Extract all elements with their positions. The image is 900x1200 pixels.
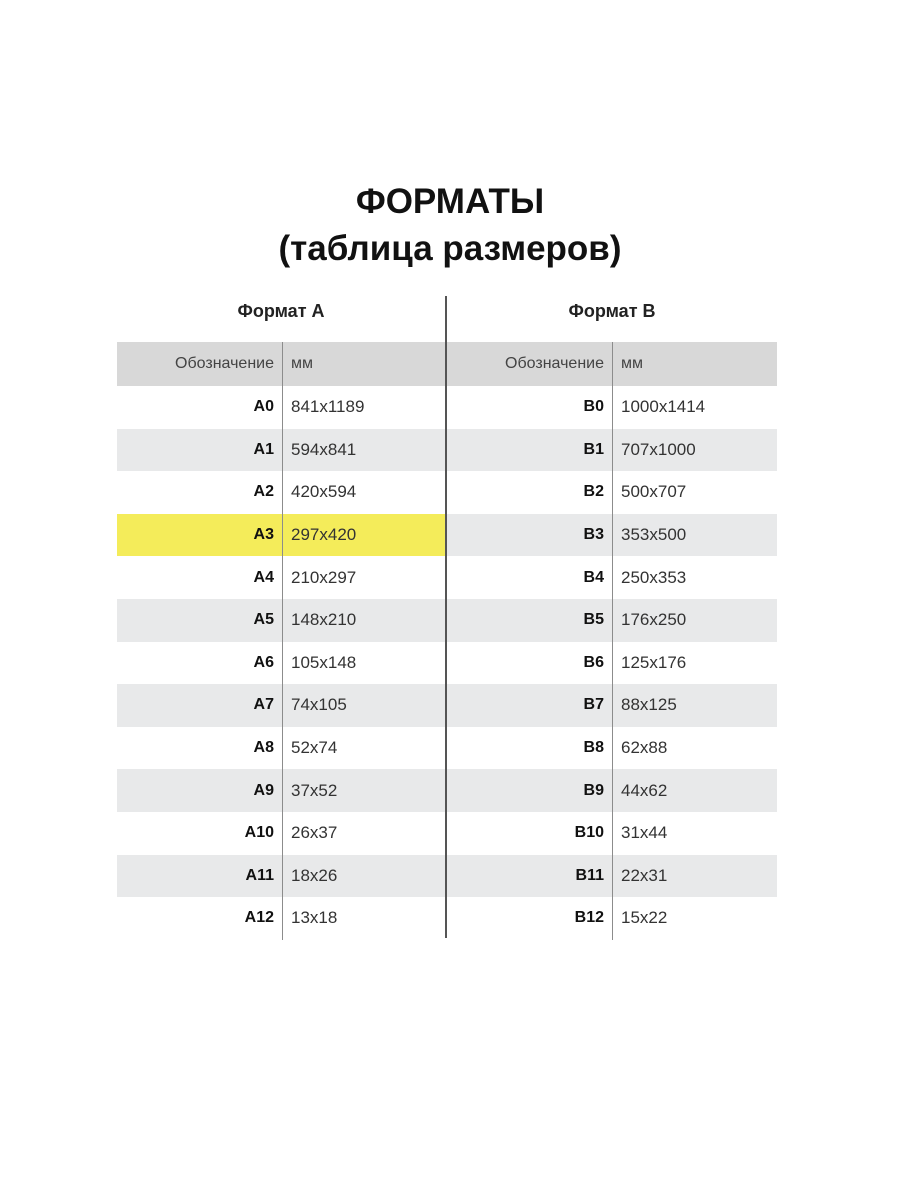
designation-header: Обозначение (447, 342, 613, 386)
format-designation: A9 (117, 769, 283, 812)
format-b-heading: Формат В (568, 301, 656, 321)
format-size: 44x62 (621, 780, 668, 800)
format-designation: B0 (447, 386, 613, 429)
format-size: 500x707 (621, 482, 687, 502)
title-line-1: ФОРМАТЫ (355, 182, 545, 221)
table-row (447, 684, 777, 727)
format-size: 18x26 (291, 865, 338, 885)
title-line-2: (таблица размеров) (278, 229, 622, 268)
format-size: 297x420 (291, 525, 357, 545)
table-row (117, 386, 445, 429)
table-row (447, 897, 777, 940)
table-row (447, 727, 777, 770)
format-size: 52x74 (291, 738, 338, 758)
table-row (117, 642, 445, 685)
table-row (447, 769, 777, 812)
format-designation: B2 (447, 471, 613, 514)
format-size: 22x31 (621, 865, 668, 885)
format-size: 88x125 (621, 695, 677, 715)
format-designation: A2 (117, 471, 283, 514)
table-row (447, 855, 777, 898)
format-size: 707x1000 (621, 439, 696, 459)
designation-header: Обозначение (117, 342, 283, 386)
format-size: 1000x1414 (621, 397, 706, 417)
format-size: 15x22 (621, 908, 668, 928)
page-title (0, 178, 900, 272)
format-designation: A7 (117, 684, 283, 727)
format-size: 13x18 (291, 908, 338, 928)
format-b-header-row (447, 342, 777, 386)
table-row (117, 599, 445, 642)
format-size: 148x210 (291, 610, 357, 630)
table-row (117, 556, 445, 599)
table-row (117, 897, 445, 940)
format-size: 353x500 (621, 525, 687, 545)
mm-header: мм (621, 355, 643, 372)
format-designation: B3 (447, 514, 613, 557)
table-row (447, 812, 777, 855)
format-designation: B10 (447, 812, 613, 855)
format-size: 31x44 (621, 823, 668, 843)
format-size: 62x88 (621, 738, 668, 758)
format-size: 125x176 (621, 652, 687, 672)
format-size: 420x594 (291, 482, 357, 502)
format-designation: A6 (117, 642, 283, 685)
format-designation: A8 (117, 727, 283, 770)
table-row (447, 386, 777, 429)
format-a-rows (117, 386, 445, 940)
format-designation: B8 (447, 727, 613, 770)
format-size: 26x37 (291, 823, 338, 843)
format-designation: A5 (117, 599, 283, 642)
mm-header: мм (291, 355, 313, 372)
table-row (447, 514, 777, 557)
table-row (117, 684, 445, 727)
table-row (117, 727, 445, 770)
format-size: 841x1189 (291, 397, 365, 417)
table-row (447, 642, 777, 685)
format-a-table (117, 288, 445, 940)
format-a-header-row (117, 342, 445, 386)
table-row (447, 429, 777, 472)
format-designation: A1 (117, 429, 283, 472)
format-designation: B9 (447, 769, 613, 812)
table-row (117, 812, 445, 855)
table-row (117, 769, 445, 812)
format-designation: B11 (447, 855, 613, 898)
table-row (117, 855, 445, 898)
format-designation: A3 (117, 514, 283, 557)
format-size: 37x52 (291, 780, 338, 800)
table-row (447, 556, 777, 599)
format-designation: A0 (117, 386, 283, 429)
format-designation: A11 (117, 855, 283, 898)
format-size: 74x105 (291, 695, 347, 715)
format-b-rows (447, 386, 777, 940)
table-row (117, 429, 445, 472)
format-designation: B4 (447, 556, 613, 599)
format-designation: A4 (117, 556, 283, 599)
format-designation: B7 (447, 684, 613, 727)
format-size: 105x148 (291, 652, 357, 672)
format-designation: B12 (447, 897, 613, 940)
format-designation: B6 (447, 642, 613, 685)
table-row (117, 471, 445, 514)
format-size: 594x841 (291, 439, 357, 459)
format-size: 250x353 (621, 567, 687, 587)
format-size: 176x250 (621, 610, 687, 630)
table-row (117, 514, 445, 557)
table-row (447, 599, 777, 642)
format-designation: A12 (117, 897, 283, 940)
format-a-heading: Формат А (237, 301, 325, 321)
format-designation: B1 (447, 429, 613, 472)
table-row (447, 471, 777, 514)
format-designation: A10 (117, 812, 283, 855)
format-designation: B5 (447, 599, 613, 642)
format-size: 210x297 (291, 567, 357, 587)
format-b-table (447, 288, 777, 940)
